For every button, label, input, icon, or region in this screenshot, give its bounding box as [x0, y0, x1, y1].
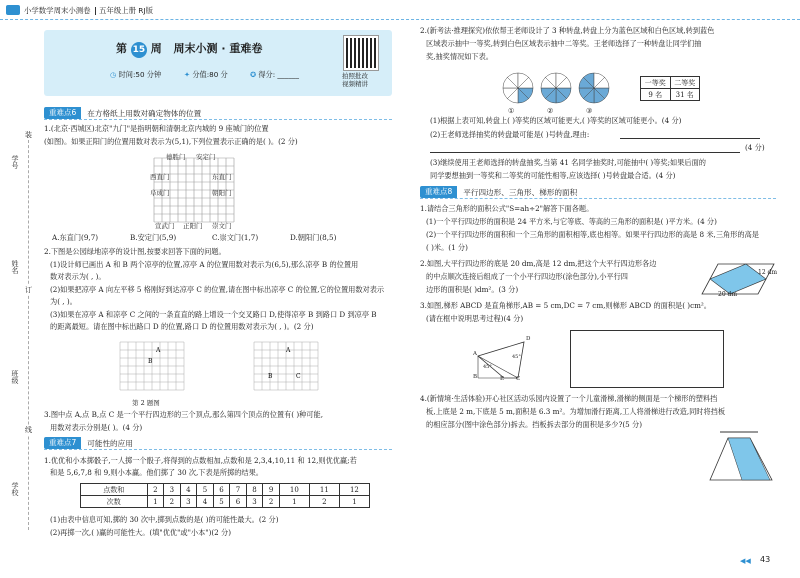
page-title: 周末小测 · 重难卷: [173, 42, 263, 55]
option-d[interactable]: D.朝阳门(8,5): [290, 233, 337, 242]
table-cell: 2: [147, 484, 164, 496]
week-number-badge: 15: [131, 42, 147, 58]
svg-text:C: C: [296, 373, 301, 380]
got-score: ✪ 得分: ______: [250, 70, 299, 79]
page-number: 43: [760, 555, 771, 564]
clock-icon: ◷: [110, 70, 117, 79]
page-nav: ◀◀: [740, 557, 751, 565]
seat-label: 学号: [11, 155, 19, 169]
option-a[interactable]: A.东直门(9,7): [52, 233, 99, 242]
r-s1: (1)根据上表可知,转盘上( )等奖的区域可能更大,( )等奖的区域可能更小。(4 分): [430, 116, 682, 125]
gate-label: 朝阳门: [212, 189, 232, 197]
s8-q1: (1)一个平行四边形的面积是 24 平方米,与它等底、等高的三角形的面积是( )平方米。(4 分): [426, 217, 717, 226]
table-cell: 3: [246, 496, 263, 508]
spinner-label: ①: [508, 106, 515, 115]
r-s2: (2)王老师选择抽奖的转盘最可能是( )号转盘,理由:: [430, 130, 590, 139]
r-q2-text: 2.(新考法·推理探究)依依帮王老师设计了 3 种转盘,转盘上分为蓝色区域和白色区域,转到蓝色: [420, 26, 715, 35]
series-title: 小学数学周末小测卷: [24, 6, 91, 15]
table-cell: 6: [230, 496, 247, 508]
spinners: [498, 68, 610, 112]
section-6-header: [44, 107, 392, 119]
section-7-header: 重难点7 可能性的应用: [44, 437, 392, 449]
table-cell: 4: [180, 484, 197, 496]
gate-label: 正阳门: [183, 222, 203, 230]
table-cell: 1: [279, 496, 309, 508]
dim-label: 20 dm: [718, 291, 738, 298]
section-8-header: 重难点8 平行四边形、三角形、梯形的面积: [420, 186, 776, 198]
table-cell: 10: [279, 484, 309, 496]
s8-q1: ( )米。(1 分): [426, 243, 468, 252]
parallelogram-figure: [700, 258, 778, 300]
slide-figure: [700, 428, 778, 484]
qr-caption: 拍照批改 视频精讲: [342, 72, 368, 88]
prize-table: 一等奖 二等奖 9 名 31 名: [640, 76, 700, 101]
dice-table: [80, 483, 370, 508]
r-s3: 同学要想抽到一等奖和二等奖的可能性相等,应该选择( )号转盘最合适。(4 分): [430, 171, 676, 180]
qr-code: [344, 36, 378, 70]
binding-line: [28, 130, 29, 530]
s8-q4: 4.(新情境·生活体验)开心社区活动乐园内设置了一个儿童滑梯,滑梯的侧面是一个梯形的塑料挡: [420, 394, 718, 403]
table-cell: 8: [246, 484, 263, 496]
spinner-label: ②: [547, 106, 554, 115]
point-a: A: [156, 347, 161, 354]
q2-text: 为( , )。: [50, 297, 77, 306]
q1-text: (如图)。如果正阳门的位置用数对表示为(5,1),下列位置表示正确的是( )。(2 分): [44, 137, 298, 146]
spinner-label: ③: [586, 106, 593, 115]
s8-q3: 3.如图,梯形 ABCD 是直角梯形,AB = 5 cm,DC = 7 cm,则梯形 ABCD 的面积是( )cm²。: [420, 301, 711, 310]
r-q2-text: 区域表示抽中一等奖,转到白色区域表示抽中二等奖。王老师选择了一种转盘让同学们抽: [426, 39, 702, 48]
section-title: 在方格纸上用数对确定物体的位置: [87, 108, 202, 118]
figure-caption: 第 2 题图: [132, 399, 160, 407]
coord-grid-1: [112, 338, 192, 400]
q3-text: 用数对表示分别是( )。(4 分): [50, 423, 143, 432]
s7-sub1: (1)由表中信息可知,掷的 30 次中,掷到点数的是( )的可能性最大。(2 分): [50, 515, 279, 524]
s8-q1: (2)一个平行四边形的面积和一个三角形的面积相等,底也相等。如果平行四边形的高是 8 米,三角形的高是: [426, 230, 759, 239]
s7-q1-text: 1.优优和小本掷骰子,一人掷一个骰子,将得到的点数相加,点数和是 2,3,4,10,11 和 12,则优优赢;若: [44, 456, 357, 465]
class-label: 班级: [11, 370, 19, 384]
answer-line: [620, 138, 760, 139]
svg-text:A: A: [286, 347, 291, 354]
table-cell: 11: [309, 484, 339, 496]
r-s3: (3)继续使用王老师选择的转盘抽奖,当第 41 名同学抽奖时,可能抽中( )等奖;如果后面的: [430, 158, 706, 167]
option-b[interactable]: B.安定门(5,9): [130, 233, 177, 242]
q3-text: 3.图中点 A,点 B,点 C 是一个平行四边形的三个顶点,那么第四个顶点的位置有( )种可能,: [44, 410, 324, 419]
week-title: 第 15 周 周末小测 · 重难卷: [116, 40, 262, 58]
divider: [95, 7, 96, 15]
dim-label: 12 dm: [758, 269, 778, 276]
s8-q2: 边形的面积是( )dm²。(3 分): [426, 285, 519, 294]
table-cell: 9: [263, 484, 280, 496]
q2-text: (1)设计师已画出 A 和 B 两个凉亭的位置,凉亭 A 的位置用数对表示为(6,5),那么凉亭 B 的位置用: [50, 260, 359, 269]
gate-label: 东直门: [212, 173, 232, 181]
table-cell: 12: [339, 484, 369, 496]
option-c[interactable]: C.崇文门(1,7): [212, 233, 259, 242]
table-cell: 3: [180, 496, 197, 508]
q2-text: (2)如果把凉亭 A 向左平移 5 格刚好到达凉亭 C 的位置,请在图中标出凉亭 C 的位置,它的位置用数对表示: [50, 285, 385, 294]
s8-q4: 的相应部分(图中涂色部分)拆去。挡板拆去部分的面积是多少?(5 分): [426, 420, 642, 429]
q2-text: 2.下图是公园绿地凉亭的设计图,按要求回答下面的问题。: [44, 247, 226, 256]
svg-text:B: B: [268, 373, 273, 380]
section-tag: 重难点6: [44, 107, 81, 119]
fold-mark: 订: [25, 286, 32, 294]
table-cell: 1: [147, 496, 164, 508]
school-label: 学校: [11, 482, 19, 496]
s7-q1-text: 和是 5,6,7,8 和 9,则小本赢。他们掷了 30 次,下表是所掷的结果。: [50, 468, 263, 477]
table-cell: 3: [164, 484, 181, 496]
table-cell: 次数: [81, 496, 148, 508]
gate-label: 崇文门: [212, 222, 232, 230]
fold-mark: 线: [25, 426, 32, 434]
gate-label: 宣武门: [155, 222, 175, 230]
r-q2-text: 奖,抽奖情况如下表。: [426, 52, 493, 61]
score-info: ✦ 分值:80 分: [184, 70, 228, 79]
title-banner: [44, 30, 392, 96]
s7-sub2: (2)再掷一次,( )赢的可能性大。(填"优优"或"小本")(2 分): [50, 528, 232, 537]
table-cell: 5: [213, 496, 230, 508]
book-icon: [6, 5, 20, 15]
s8-q3: (请在框中说明思考过程)(4 分): [426, 314, 524, 323]
time-info: ◷ 时间:50 分钟: [110, 70, 162, 79]
fold-mark: 装: [25, 131, 32, 139]
q2-text: 数对表示为( , )。: [50, 272, 106, 281]
gate-label: 德胜门: [166, 153, 186, 161]
table-cell: 6: [213, 484, 230, 496]
trophy-icon: ✪: [250, 70, 257, 79]
table-cell: 1: [339, 496, 369, 508]
coord-grid-2: [246, 338, 326, 400]
q2-text: 的距离最短。请在图中标出路口 D 的位置,路口 D 的位置用数对表示为( , )。(2 分): [50, 322, 314, 331]
table-cell: 2: [164, 496, 181, 508]
points: (4 分): [745, 143, 765, 152]
table-cell: 5: [197, 484, 214, 496]
point-b: B: [148, 358, 153, 365]
name-label: 姓名: [11, 260, 19, 274]
answer-line: [430, 152, 740, 153]
answer-box[interactable]: [570, 330, 724, 388]
header-rule: [0, 19, 800, 20]
s8-q1: 1.请结合三角形的面积公式"S=ah÷2"解答下面各题。: [420, 204, 594, 213]
table-cell: 2: [309, 496, 339, 508]
q1-text: 1.(北京·西城区)北京"九门"是指明朝和清朝北京内城的 9 座城门的位置: [44, 124, 269, 133]
gate-label: 安定门: [196, 153, 216, 161]
top-bar: [0, 0, 800, 22]
s8-q2: 的中点顺次连接后组成了一个小平行四边形(涂色部分),小平行四: [426, 272, 628, 281]
table-cell: 4: [197, 496, 214, 508]
table-cell: 点数和: [81, 484, 148, 496]
s8-q2: 2.如图,大平行四边形的底是 20 dm,高是 12 dm,把这个大平行四边形各边: [420, 259, 657, 268]
s8-q4: 板,上底是 2 m,下底是 5 m,面积是 6.3 m²。为增加滑行距离,工人将滑梯进行改造,同时将挡板: [426, 407, 726, 416]
grade-label: 五年级上册 RJ版: [99, 6, 154, 15]
gate-label: 阜成门: [150, 189, 170, 197]
q2-text: (3)如果在凉亭 A 和凉亭 C 之间的一条直直的路上增设一个交叉路口 D,使得凉亭 B 到路口 D 到凉亭 B: [50, 310, 377, 319]
table-cell: 2: [263, 496, 280, 508]
star-icon: ✦: [184, 70, 191, 79]
table-cell: 7: [230, 484, 247, 496]
gate-label: 西直门: [150, 173, 170, 181]
